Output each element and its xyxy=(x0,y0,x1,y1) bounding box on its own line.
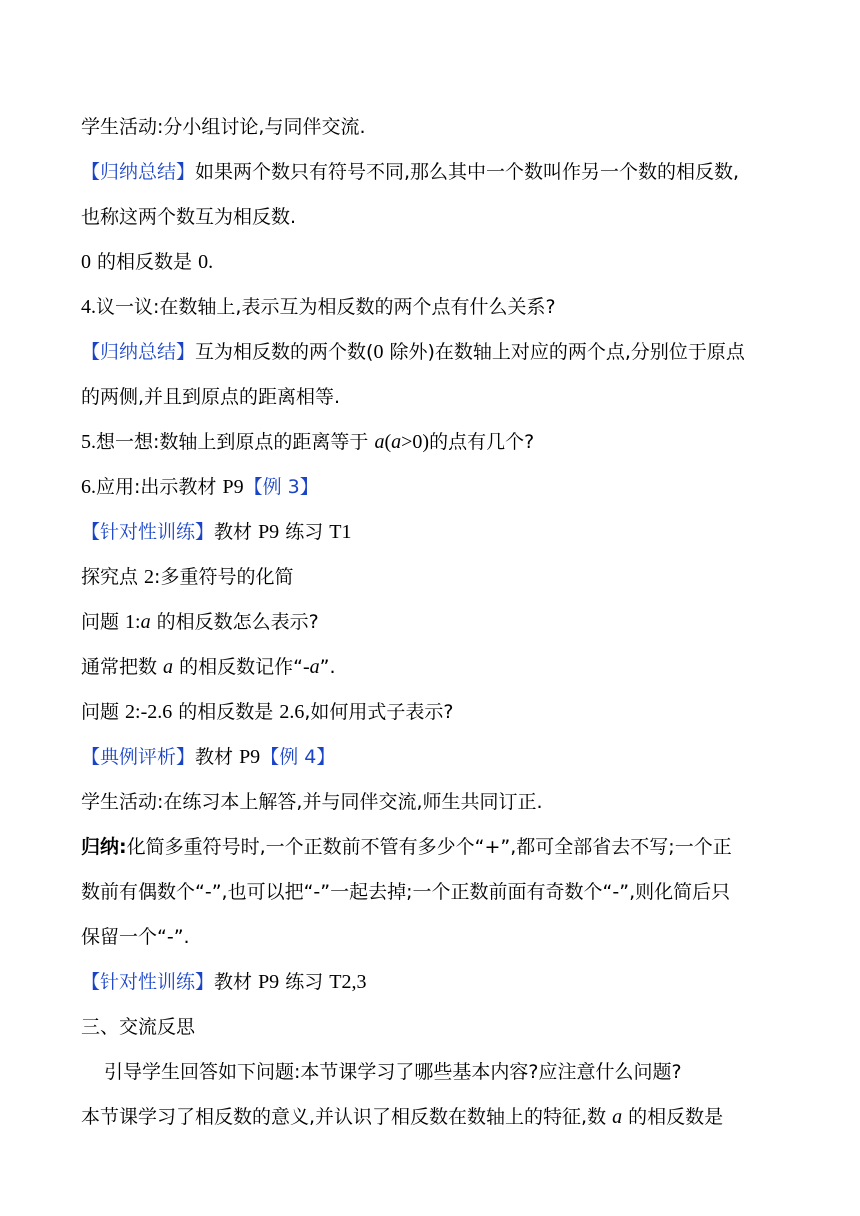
page-ref: P9 xyxy=(258,521,280,543)
paragraph-notation xyxy=(81,652,781,682)
text: 本节课学习了相反数的意义,并认识了相反数在数轴上的特征,数 xyxy=(81,1106,613,1128)
paragraph-question-1 xyxy=(81,607,781,637)
text: 探究点 xyxy=(81,566,145,588)
paragraph-question-2 xyxy=(81,697,781,727)
text: ”. xyxy=(319,656,336,678)
text: 应用:出示教材 xyxy=(96,476,223,498)
text: 化简多重符号时,一个正数前不管有多少个“+”,都可全部省去不写;一个正 xyxy=(126,836,732,858)
summary-tag: 【归纳总结】 xyxy=(81,161,196,183)
variable: a xyxy=(391,431,402,453)
text: 的相反数是 xyxy=(622,1106,724,1128)
exercise-ref: T1 xyxy=(329,521,352,543)
text: 引导学生回答如下问题:本节课学习了哪些基本内容?应注意什么问题? xyxy=(104,1061,682,1083)
exercise-ref: T2,3 xyxy=(329,971,367,993)
text: :多重符号的化简 xyxy=(154,566,294,588)
example-tag: 【例 3】 xyxy=(243,476,319,498)
paragraph-summary-1 xyxy=(81,157,781,187)
variable: a xyxy=(374,431,385,453)
paragraph-summary-2 xyxy=(81,337,781,367)
paragraph-conclusion xyxy=(81,832,781,862)
heading-reflection xyxy=(81,1012,781,1042)
paragraph-zero-opposite xyxy=(81,247,781,277)
conclusion-label: 归纳: xyxy=(81,836,127,858)
text: 问题 xyxy=(81,611,126,633)
page-ref: P9 xyxy=(222,476,244,498)
text: 互为相反数的两个数( xyxy=(195,341,374,363)
paragraph-summary-2-cont xyxy=(81,382,781,412)
training-tag: 【针对性训练】 xyxy=(81,521,215,543)
paragraph-apply xyxy=(81,472,781,502)
text: 练习 xyxy=(279,971,330,993)
text: 的相反数记作“ xyxy=(173,656,303,678)
text: 如果两个数只有符号不同,那么其中一个数叫作另一个数的相反数, xyxy=(195,161,740,183)
text: 的相反数是 xyxy=(91,251,199,273)
number: 0 xyxy=(81,251,91,273)
condition: >0) xyxy=(401,431,430,453)
text: 保留一个“-”. xyxy=(81,926,190,948)
paragraph-student-activity-1 xyxy=(81,112,781,142)
number: 2:-2.6 xyxy=(125,701,173,723)
paragraph-training-1 xyxy=(81,517,781,547)
paragraph-student-activity-2 xyxy=(81,787,781,817)
text: 通常把数 xyxy=(81,656,164,678)
paragraph-summary-1-cont xyxy=(81,202,781,232)
paragraph-conclusion-cont-1 xyxy=(81,877,781,907)
variable: a xyxy=(163,656,174,678)
text: 学生活动:在练习本上解答,并与同伴交流,师生共同订正. xyxy=(81,791,543,813)
item-number: 5. xyxy=(81,431,96,453)
number: 2.6 xyxy=(279,701,305,723)
number: 1: xyxy=(125,611,141,633)
text: 想一想:数轴上到原点的距离等于 xyxy=(96,431,375,453)
text: 议一议:在数轴上,表示互为相反数的两个点有什么关系? xyxy=(96,296,556,318)
text: 的点有几个? xyxy=(429,431,535,453)
summary-tag: 【归纳总结】 xyxy=(81,341,196,363)
number: 2 xyxy=(144,566,155,588)
analysis-tag: 【典例评析】 xyxy=(81,746,196,768)
paren: ( xyxy=(384,431,392,453)
text: 的相反数是 xyxy=(172,701,280,723)
page-ref: P9 xyxy=(239,746,261,768)
expression: -a xyxy=(302,656,320,678)
text: 教材 xyxy=(214,971,259,993)
text: 的相反数怎么表示? xyxy=(150,611,319,633)
item-number: 6. xyxy=(81,476,96,498)
paragraph-lesson-summary xyxy=(81,1102,781,1132)
paragraph-think xyxy=(81,427,781,457)
text: 除外)在数轴上对应的两个点,分别位于原点 xyxy=(383,341,745,363)
variable: a xyxy=(140,611,151,633)
paragraph-conclusion-cont-2 xyxy=(81,922,781,952)
text: 练习 xyxy=(279,521,330,543)
text: 教材 xyxy=(195,746,240,768)
number: 0 xyxy=(373,341,384,363)
text: 教材 xyxy=(214,521,259,543)
paragraph-guide-questions xyxy=(104,1057,804,1087)
text: 数前有偶数个“-”,也可以把“-”一起去掉;一个正数前面有奇数个“-”,则化简后只 xyxy=(81,881,731,903)
example-tag: 【例 4】 xyxy=(260,746,336,768)
text: 的两侧,并且到原点的距离相等. xyxy=(81,386,341,408)
text: ,如何用式子表示? xyxy=(304,701,454,723)
paragraph-example-analysis xyxy=(81,742,781,772)
text: 问题 xyxy=(81,701,126,723)
training-tag: 【针对性训练】 xyxy=(81,971,215,993)
text: 三、交流反思 xyxy=(81,1016,196,1038)
variable: a xyxy=(612,1106,623,1128)
paragraph-discuss xyxy=(81,292,781,322)
item-number: 4. xyxy=(81,296,96,318)
page-ref: P9 xyxy=(258,971,280,993)
heading-explore-2 xyxy=(81,562,781,592)
number: 0. xyxy=(198,251,214,273)
paragraph-training-2 xyxy=(81,967,781,997)
text: 也称这两个数互为相反数. xyxy=(81,206,297,228)
text: 学生活动:分小组讨论,与同伴交流. xyxy=(81,116,366,138)
